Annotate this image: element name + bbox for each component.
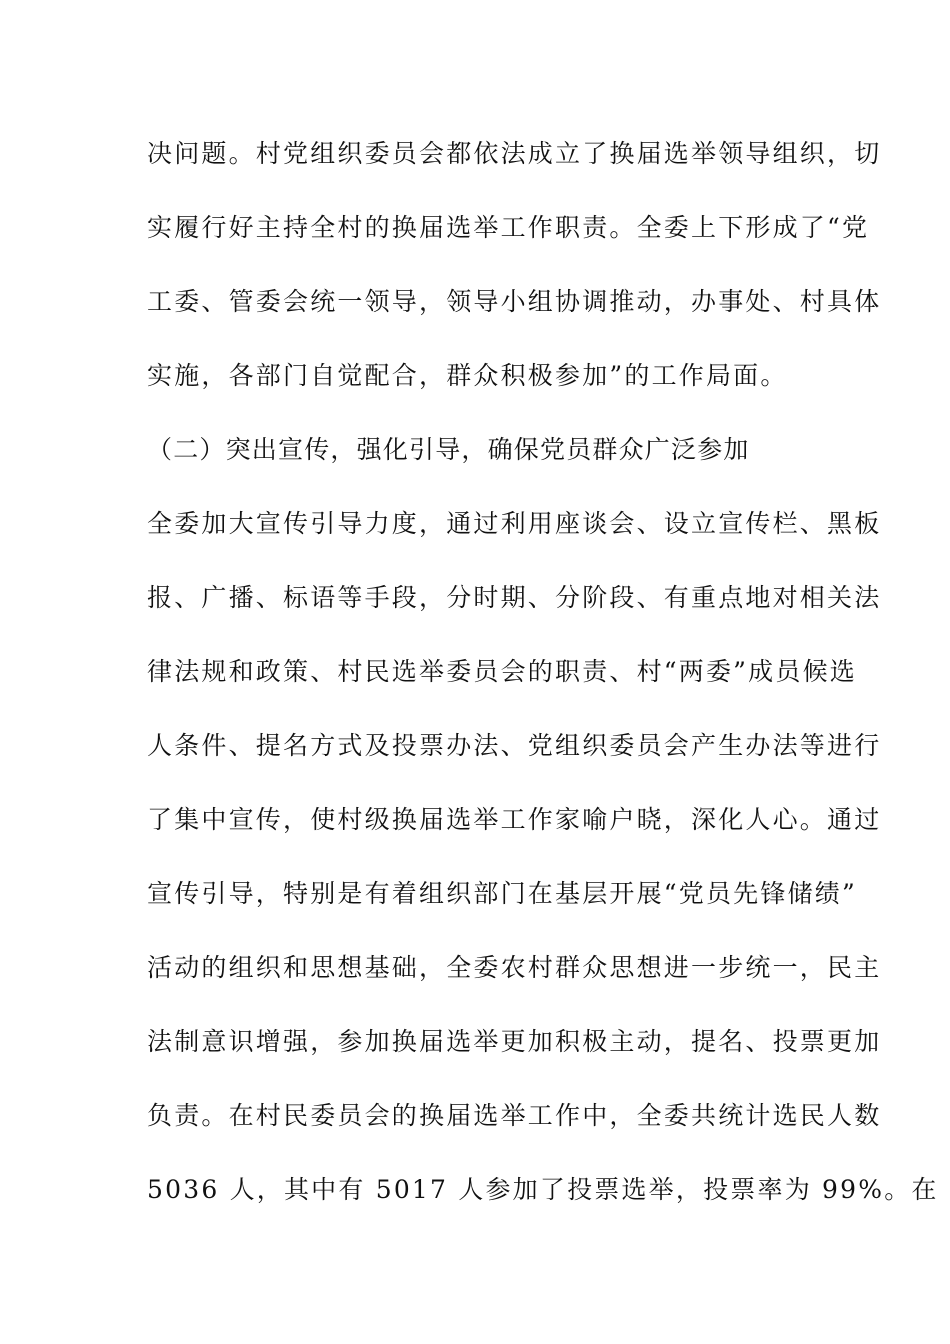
paragraph-line: 5036 人，其中有 5017 人参加了投票选举，投票率为 99%。在 xyxy=(147,1175,939,1204)
paragraph-line: 实履行好主持全村的换届选举工作职责。全委上下形成了“党 xyxy=(147,213,870,242)
paragraph-line: 负责。在村民委员会的换届选举工作中，全委共统计选民人数 xyxy=(147,1101,882,1130)
paragraph-line: 全委加大宣传引导力度，通过利用座谈会、设立宣传栏、黑板 xyxy=(147,509,882,538)
paragraph-line: 活动的组织和思想基础，全委农村群众思想进一步统一，民主 xyxy=(147,953,882,982)
paragraph-line: 宣传引导，特别是有着组织部门在基层开展“党员先锋储绩” xyxy=(147,879,857,908)
paragraph-line: 报、广播、标语等手段，分时期、分阶段、有重点地对相关法 xyxy=(147,583,882,612)
paragraph-line: 人条件、提名方式及投票办法、党组织委员会产生办法等进行 xyxy=(147,731,882,760)
paragraph-line: 律法规和政策、村民选举委员会的职责、村“两委”成员候选 xyxy=(147,657,857,686)
paragraph-line: 决问题。村党组织委员会都依法成立了换届选举领导组织，切 xyxy=(147,139,882,168)
paragraph-line: 了集中宣传，使村级换届选举工作家喻户晓，深化人心。通过 xyxy=(147,805,882,834)
paragraph-line: 工委、管委会统一领导，领导小组协调推动，办事处、村具体 xyxy=(147,287,882,316)
paragraph-line: 实施，各部门自觉配合，群众积极参加”的工作局面。 xyxy=(147,361,788,390)
section-heading: （二）突出宣传，强化引导，确保党员群众广泛参加 xyxy=(147,435,750,464)
paragraph-line: 法制意识增强，参加换届选举更加积极主动，提名、投票更加 xyxy=(147,1027,882,1056)
